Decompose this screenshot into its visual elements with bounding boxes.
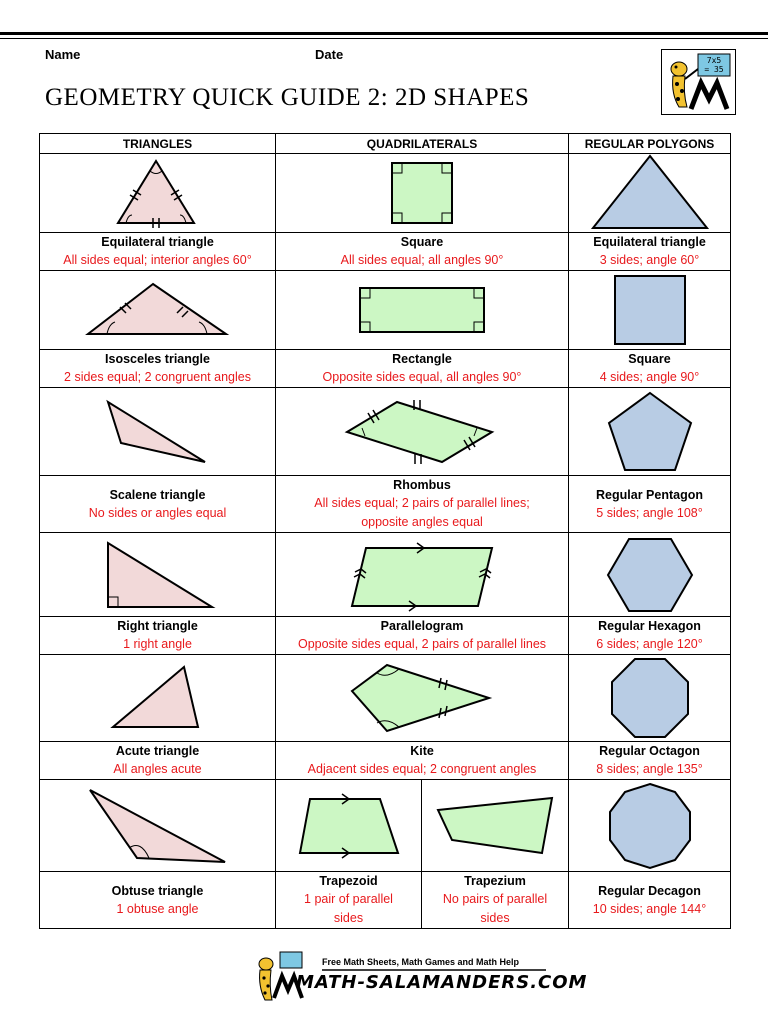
regular-octagon-desc: 8 sides; angle 135° — [596, 762, 703, 776]
regular-square-desc: 4 sides; angle 90° — [599, 370, 700, 384]
shapes-table — [39, 133, 731, 929]
acute-triangle-shape — [108, 663, 208, 733]
regular-octagon-cell — [569, 655, 731, 742]
equilateral-triangle-shape — [98, 157, 218, 229]
scalene-triangle-shape — [103, 397, 213, 467]
regular-triangle-cell — [569, 154, 731, 233]
trapezoid-desc-line-2: sides — [333, 911, 364, 925]
regular-hexagon-cell — [569, 533, 731, 617]
obtuse-triangle-desc: 1 obtuse angle — [116, 901, 199, 916]
trapezium-name: Trapezium — [464, 874, 526, 888]
isosceles-triangle-name: Isosceles triangle — [105, 352, 210, 366]
square-shape — [387, 158, 457, 228]
regular-hexagon-desc: 6 sides; angle 120° — [596, 637, 703, 651]
kite-cell — [276, 655, 569, 742]
regular-triangle-name: Equilateral triangle — [593, 235, 706, 249]
acute-triangle-cell — [40, 655, 276, 742]
rhombus-desc-line-1: All sides equal; 2 pairs of parallel lines; — [314, 496, 530, 510]
trapezoid-cell — [276, 780, 422, 872]
regular-square-name: Square — [628, 352, 671, 366]
board-line-1: 7x5 — [706, 56, 722, 65]
square-cell — [276, 154, 569, 233]
scalene-triangle-name: Scalene triangle — [109, 487, 206, 502]
square-name: Square — [400, 235, 444, 249]
regular-decagon-name: Regular Decagon — [598, 883, 701, 898]
trapezium-cell — [422, 780, 569, 872]
regular-hexagon-shape — [605, 536, 695, 614]
parallelogram-cell — [276, 533, 569, 617]
rhombus-cell — [276, 388, 569, 476]
parallelogram-name: Parallelogram — [380, 619, 464, 633]
rhombus-shape — [342, 396, 502, 468]
parallelogram-shape — [347, 538, 497, 612]
rectangle-cell — [276, 271, 569, 350]
footer-site-name[interactable]: MATH-SALAMANDERS.COM — [296, 972, 588, 993]
kite-desc: Adjacent sides equal; 2 congruent angles — [307, 762, 537, 776]
right-triangle-cell — [40, 533, 276, 617]
isosceles-triangle-shape — [83, 280, 233, 340]
salamander-teacher-icon — [661, 49, 736, 115]
column-header-triangles: TRIANGLES — [40, 134, 276, 154]
regular-triangle-desc: 3 sides; angle 60° — [599, 253, 700, 267]
square-desc: All sides equal; all angles 90° — [340, 253, 504, 267]
column-header-regular-polygons: REGULAR POLYGONS — [569, 134, 731, 154]
obtuse-triangle-shape — [85, 786, 231, 866]
trapezoid-shape — [296, 793, 402, 859]
parallelogram-desc: Opposite sides equal, 2 pairs of parallel lines — [297, 637, 547, 651]
rectangle-shape — [357, 284, 487, 336]
regular-pentagon-cell — [569, 388, 731, 476]
acute-triangle-desc: All angles acute — [113, 762, 202, 776]
footer-tagline: Free Math Sheets, Math Games and Math Help — [322, 957, 520, 967]
trapezium-shape — [434, 795, 556, 857]
regular-triangle-shape — [585, 154, 715, 232]
regular-pentagon-desc: 5 sides; angle 108° — [596, 505, 703, 520]
right-triangle-shape — [98, 539, 218, 611]
regular-decagon-desc: 10 sides; angle 144° — [592, 901, 707, 916]
regular-decagon-shape — [605, 782, 695, 870]
regular-pentagon-shape — [605, 390, 695, 474]
trapezoid-desc-line-1: 1 pair of parallel — [304, 892, 393, 906]
regular-square-shape — [612, 273, 688, 347]
regular-pentagon-name: Regular Pentagon — [596, 487, 703, 502]
equilateral-triangle-desc: All sides equal; interior angles 60° — [63, 253, 252, 267]
column-header-quadrilaterals: QUADRILATERALS — [276, 134, 569, 154]
right-triangle-desc: 1 right angle — [123, 637, 192, 651]
scalene-triangle-desc: No sides or angles equal — [88, 505, 227, 520]
top-rule — [0, 32, 768, 35]
obtuse-triangle-name: Obtuse triangle — [111, 883, 204, 898]
regular-hexagon-name: Regular Hexagon — [598, 619, 701, 633]
scalene-triangle-cell — [40, 388, 276, 476]
trapezoid-name: Trapezoid — [319, 874, 378, 888]
board-line-2: = 35 — [704, 65, 724, 74]
trapezium-desc-line-2: sides — [480, 911, 510, 925]
trapezium-desc-line-1: No pairs of parallel — [442, 892, 548, 906]
rhombus-name: Rhombus — [393, 478, 451, 492]
regular-octagon-shape — [608, 656, 692, 740]
obtuse-triangle-cell — [40, 780, 276, 872]
equilateral-triangle-name: Equilateral triangle — [101, 235, 214, 249]
rectangle-desc: Opposite sides equal, all angles 90° — [322, 370, 522, 384]
page-title: GEOMETRY QUICK GUIDE 2: 2D SHAPES — [45, 84, 530, 111]
regular-square-cell — [569, 271, 731, 350]
rectangle-name: Rectangle — [392, 352, 452, 366]
isosceles-triangle-cell — [40, 271, 276, 350]
equilateral-triangle-cell — [40, 154, 276, 233]
isosceles-triangle-desc: 2 sides equal; 2 congruent angles — [64, 370, 251, 384]
kite-name: Kite — [410, 744, 434, 758]
top-rule-thin — [0, 38, 768, 39]
kite-shape — [347, 661, 497, 735]
regular-decagon-cell — [569, 780, 731, 872]
acute-triangle-name: Acute triangle — [115, 744, 200, 758]
date-label: Date — [315, 47, 344, 62]
rhombus-desc-line-2: opposite angles equal — [361, 515, 483, 529]
right-triangle-name: Right triangle — [117, 619, 198, 633]
name-label: Name — [45, 47, 81, 62]
regular-octagon-name: Regular Octagon — [599, 744, 700, 758]
